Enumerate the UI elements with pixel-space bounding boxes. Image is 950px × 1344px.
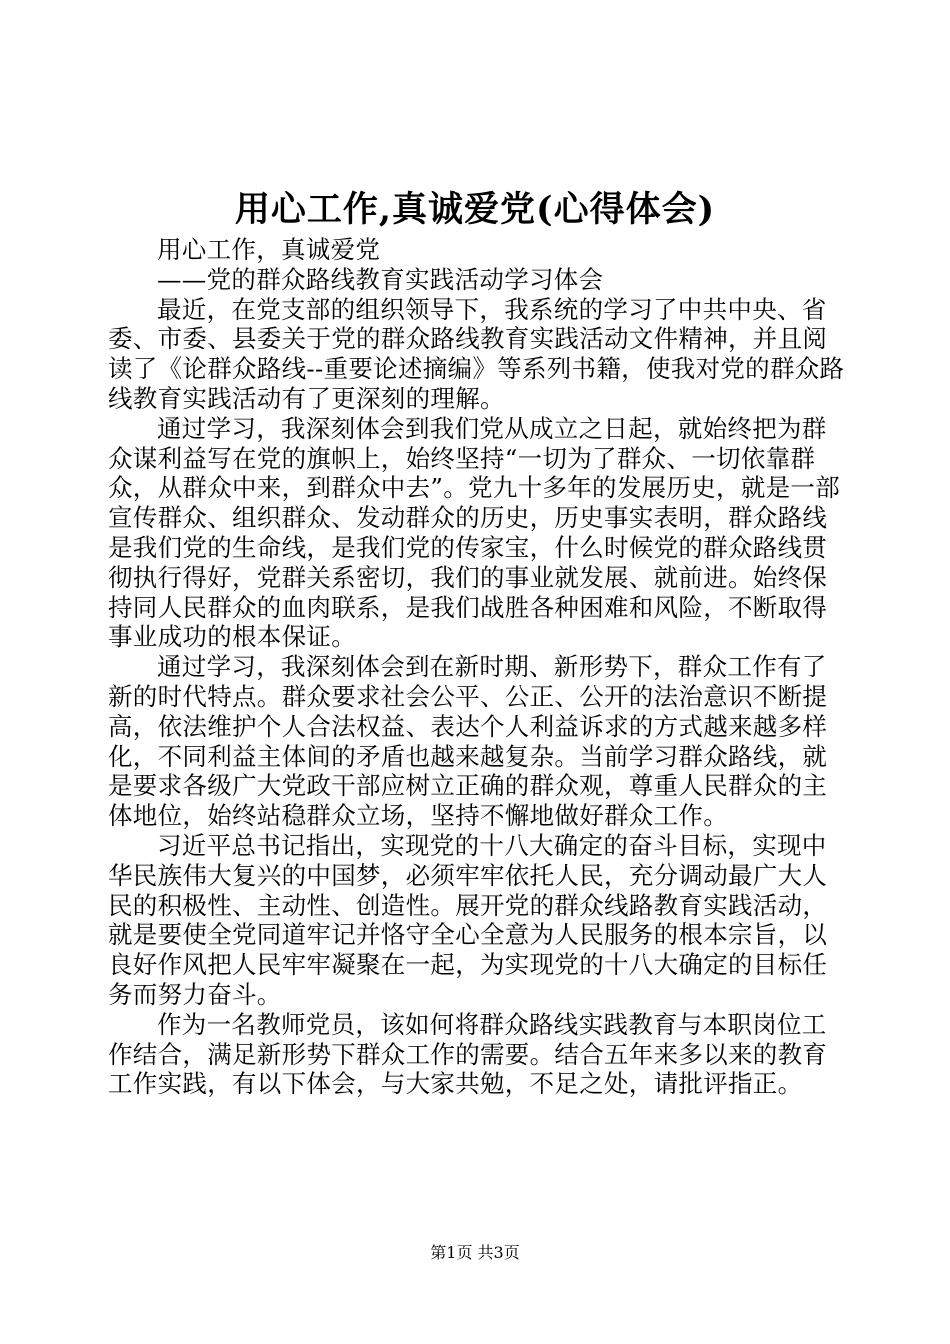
body-paragraph: 作为一名教师党员，该如何将群众路线实践教育与本职岗位工作结合，满足新形势下群众工作的需要。结合五年来多以来的教育工作实践，有以下体会，与大家共勉，不足之处，请批评指正。	[108, 1009, 828, 1099]
body-paragraph: 最近，在党支部的组织领导下，我系统的学习了中共中央、省委、市委、县委关于党的群众路线教育实践活动文件精神，并且阅读了《论群众路线--重要论述摘编》等系列书籍，使我对党的群众路线教育实践活动有了更深刻的理解。	[108, 294, 845, 413]
body-paragraph: 习近平总书记指出，实现党的十八大确定的奋斗目标，实现中华民族伟大复兴的中国梦，必须牢牢依托人民，充分调动最广大人民的积极性、主动性、创造性。展开党的群众线路教育实践活动，就是要使全党同道牢记并恪守全心全意为人民服务的根本宗旨，以良好作风把人民牢牢凝聚在一起，为实现党的十八大确定的目标任务而努力奋斗。	[108, 830, 828, 1009]
document-title: 用心工作,真诚爱党(心得体会)	[234, 189, 716, 230]
body-paragraph: 通过学习，我深刻体会到我们党从成立之日起，就始终把为群众谋利益写在党的旗帜上，始终坚持“一切为了群众、一切依靠群众，从群众中来，到群众中去”。党九十多年的发展历史，就是一部宣传群众、组织群众、发动群众的历史，历史事实表明，群众路线是我们党的生命线，是我们党的传家宝，什么时候党的群众路线贯彻执行得好，党群关系密切，我们的事业就发展、就前进。始终保持同人民群众的血肉联系，是我们战胜各种困难和风险，不断取得事业成功的根本保证。	[108, 413, 841, 652]
document-subtitle: 用心工作，真诚爱党	[157, 235, 381, 264]
document-body	[108, 235, 848, 1099]
body-paragraph: 通过学习，我深刻体会到在新时期、新形势下，群众工作有了新的时代特点。群众要求社会公平、公正、公开的法治意识不断提高，依法维护个人合法权益、表达个人利益诉求的方式越来越多样化，不同利益主体间的矛盾也越来越复杂。当前学习群众路线，就是要求各级广大党政干部应树立正确的群众观，尊重人民群众的主体地位，始终站稳群众立场，坚持不懈地做好群众工作。	[108, 652, 828, 831]
document-sub-subtitle: ——党的群众路线教育实践活动学习体会	[157, 264, 604, 294]
page-footer: 第1页 共3页	[430, 1243, 520, 1262]
